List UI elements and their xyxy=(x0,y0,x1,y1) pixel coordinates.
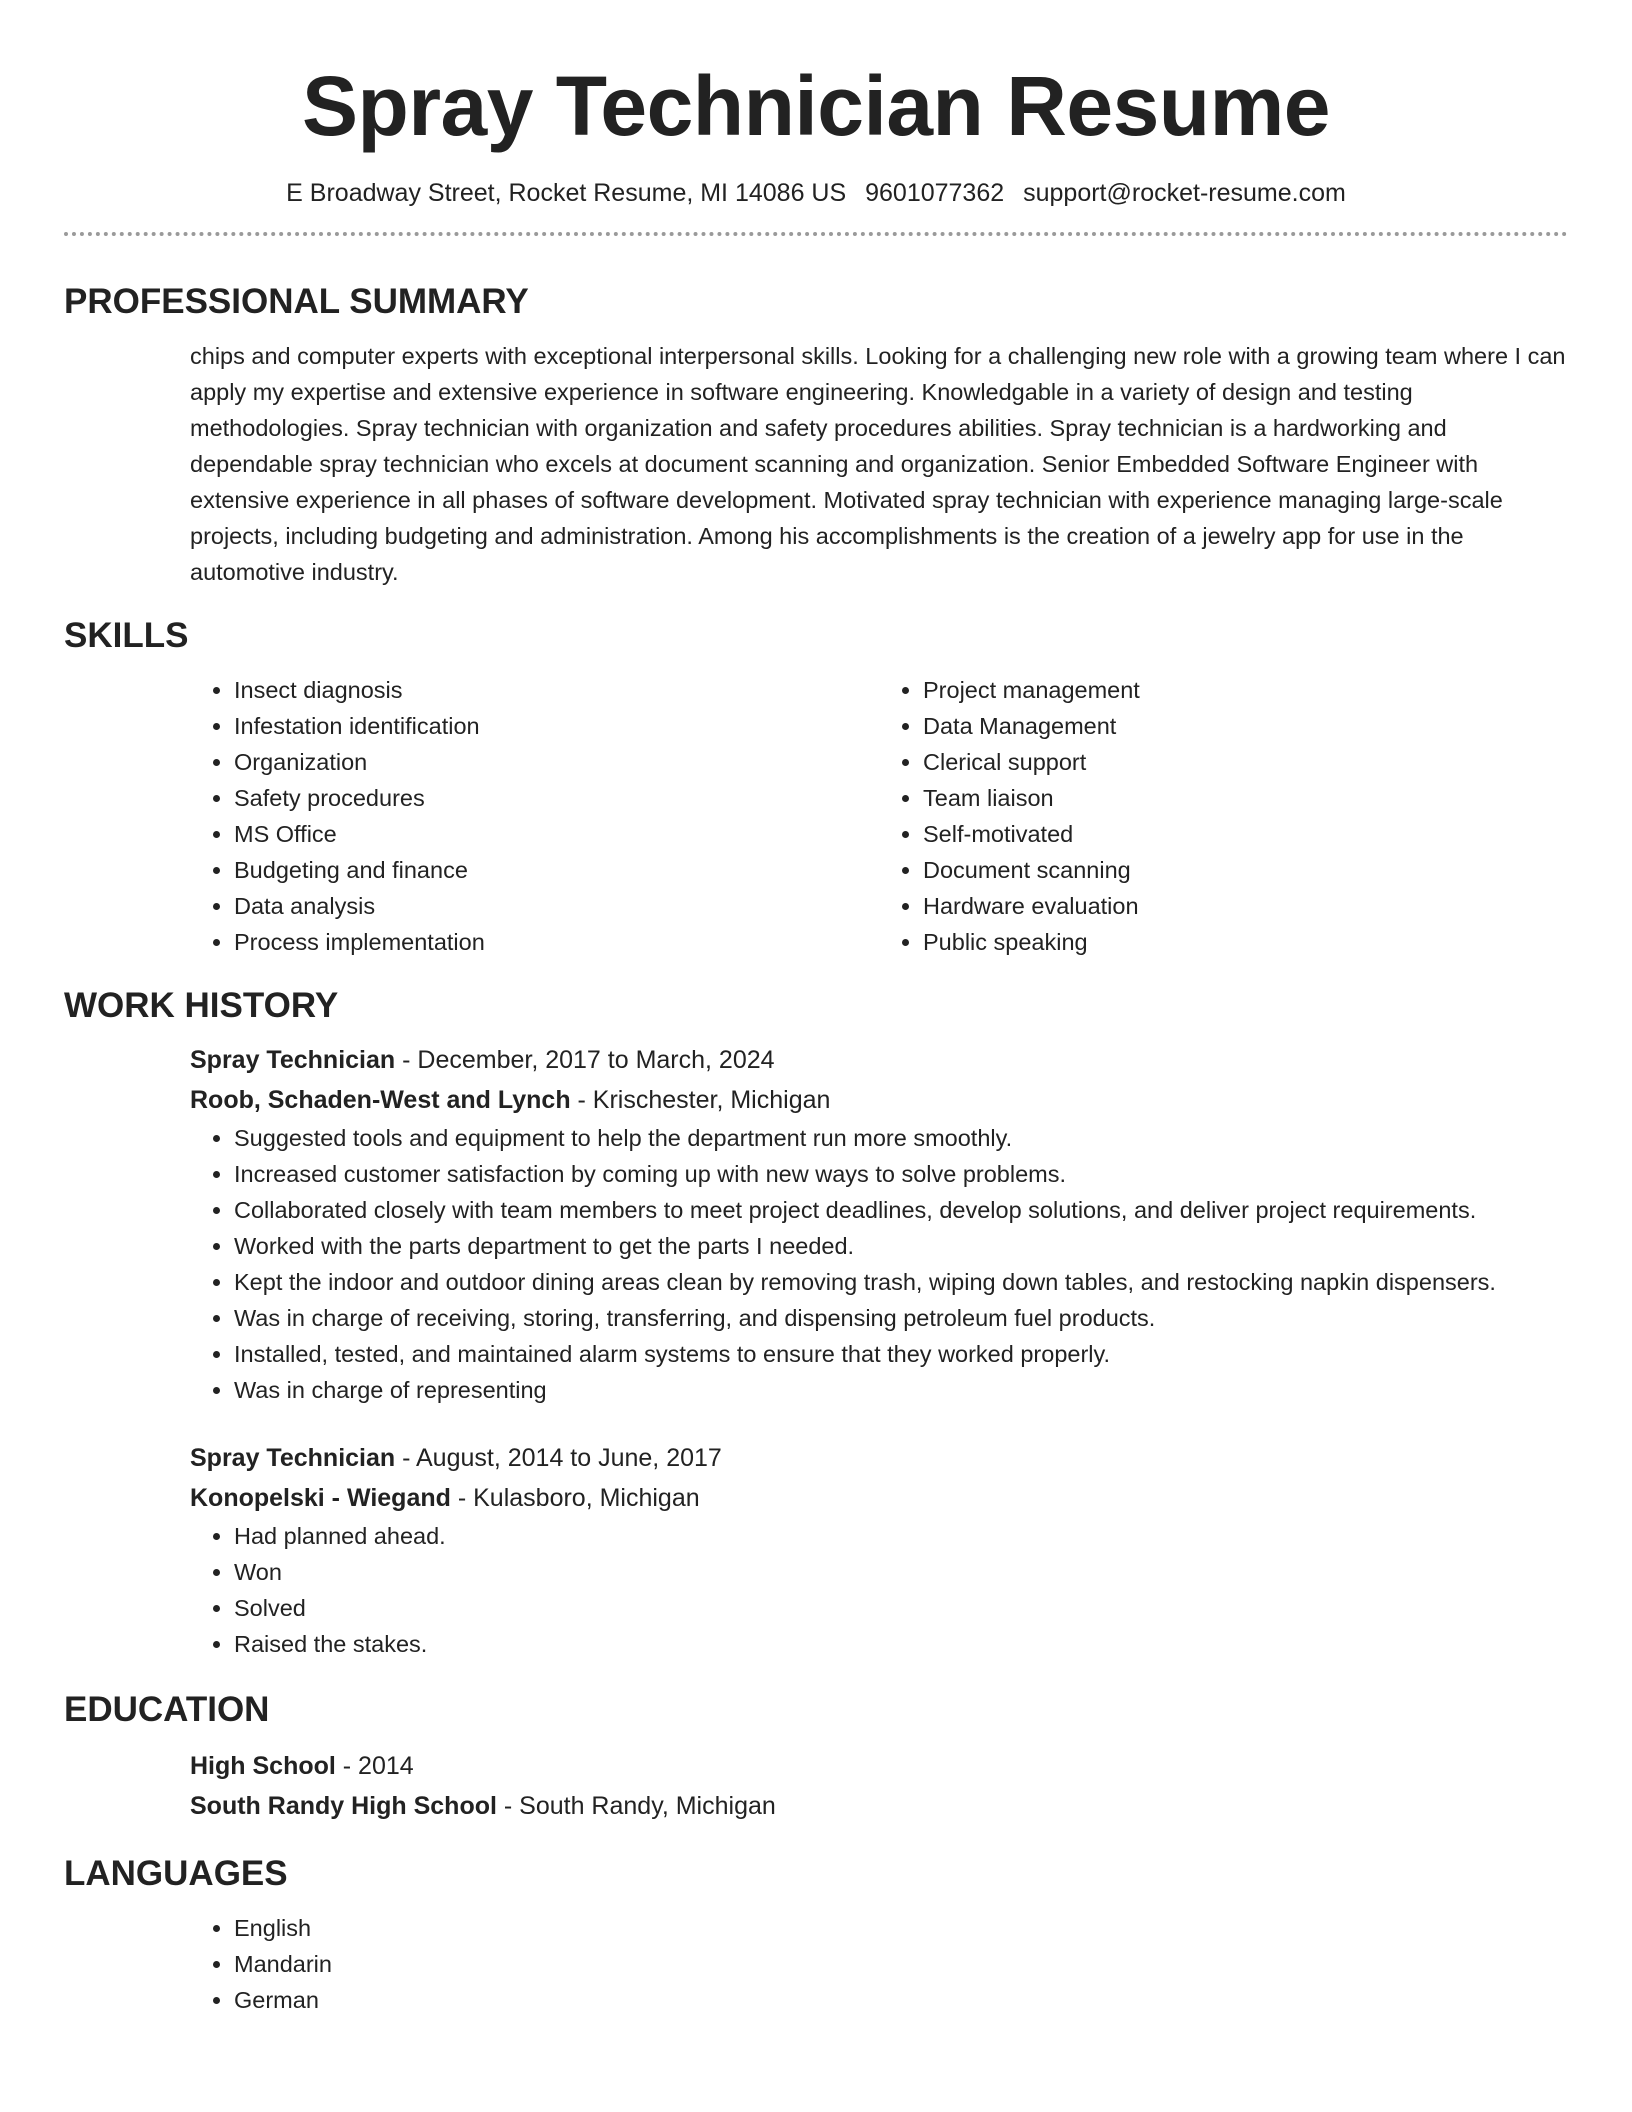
contact-address: E Broadway Street, Rocket Resume, MI 14086 US xyxy=(286,179,847,207)
job-bullet: • Had planned ahead. xyxy=(234,1518,1568,1554)
job-bullet: • Suggested tools and equipment to help the department run more smoothly. xyxy=(234,1120,1568,1156)
skill-item: • Project management xyxy=(923,672,1568,708)
job-company: Roob, Schaden-West and Lynch xyxy=(190,1086,571,1114)
education-year: - 2014 xyxy=(335,1752,414,1780)
skill-item: • MS Office xyxy=(234,816,879,852)
languages-list xyxy=(190,1910,1568,2018)
job-bullet: • Was in charge of representing xyxy=(234,1372,1568,1408)
skill-item: • Document scanning xyxy=(923,852,1568,888)
job-bullet: • Collaborated closely with team members to meet project deadlines, develop solutions, and deliver project requirements. xyxy=(234,1192,1568,1228)
skill-item: • Hardware evaluation xyxy=(923,888,1568,924)
job-location: - Kulasboro, Michigan xyxy=(450,1484,700,1512)
language-item: • English xyxy=(234,1910,1568,1946)
skills-section xyxy=(190,672,1568,960)
job-dates: - August, 2014 to June, 2017 xyxy=(395,1444,722,1472)
skill-item: • Public speaking xyxy=(923,924,1568,960)
job-bullets xyxy=(190,1120,1568,1408)
work-heading: WORK HISTORY xyxy=(64,986,339,1025)
language-item: • Mandarin xyxy=(234,1946,1568,1982)
resume-title: Spray Technician Resume xyxy=(302,59,1330,153)
language-item: • German xyxy=(234,1982,1568,2018)
contact-email[interactable]: support@rocket-resume.com xyxy=(1023,179,1346,207)
contact-phone: 9601077362 xyxy=(865,179,1005,207)
job-bullet: • Solved xyxy=(234,1590,1568,1626)
job-title: Spray Technician xyxy=(190,1046,396,1074)
job-location: - Krischester, Michigan xyxy=(570,1086,831,1114)
resume-page xyxy=(64,0,1568,2018)
job-bullet: • Won xyxy=(234,1554,1568,1590)
job-dates: - December, 2017 to March, 2024 xyxy=(395,1046,775,1074)
job-bullet: • Installed, tested, and maintained alarm systems to ensure that they worked properly. xyxy=(234,1336,1568,1372)
job-bullet: • Was in charge of receiving, storing, transferring, and dispensing petroleum fuel products. xyxy=(234,1300,1568,1336)
skill-item: • Safety procedures xyxy=(234,780,879,816)
job-bullet: • Raised the stakes. xyxy=(234,1626,1568,1662)
education-school-line xyxy=(190,1786,1568,1826)
job-title-line xyxy=(190,1438,1568,1478)
skill-item: • Process implementation xyxy=(234,924,879,960)
skill-item: • Data Management xyxy=(923,708,1568,744)
education-heading: EDUCATION xyxy=(64,1690,270,1729)
job-company: Konopelski - Wiegand xyxy=(190,1484,451,1512)
education-degree: High School xyxy=(190,1752,336,1780)
skill-item: • Budgeting and finance xyxy=(234,852,879,888)
job-company-line xyxy=(190,1478,1568,1518)
job-bullet: • Worked with the parts department to get the parts I needed. xyxy=(234,1228,1568,1264)
skills-columns xyxy=(190,672,1568,960)
summary-text: chips and computer experts with exceptional interpersonal skills. Looking for a challenging new role with a growing team where I can apply my expertise and extensive experience in software engineering. Knowledgable in a variety of design and testing methodologies. Spray technician with organization and safety procedures abilities. Spray technician is a hardworking and dependable spray technician who excels at document scanning and organization. Senior Embedded Software Engineer with extensive experience in all phases of software development. Motivated spray technician with experience managing large-scale projects, including budgeting and administration. Among his accomplishments is the creation of a jewelry app for use in the automotive industry. xyxy=(190,343,1566,585)
education-degree-line xyxy=(190,1746,1568,1786)
job-bullet: • Kept the indoor and outdoor dining areas clean by removing trash, wiping down tables, and restocking napkin dispensers. xyxy=(234,1264,1568,1300)
languages-heading: LANGUAGES xyxy=(64,1854,288,1893)
skill-item: • Insect diagnosis xyxy=(234,672,879,708)
education-location: - South Randy, Michigan xyxy=(496,1792,776,1820)
work-section xyxy=(190,1040,1568,1662)
education-school: South Randy High School xyxy=(190,1792,497,1820)
languages-section xyxy=(190,1910,1568,2018)
header-divider xyxy=(64,232,1568,236)
job-title-line xyxy=(190,1040,1568,1080)
skills-list-right xyxy=(879,672,1568,960)
summary-heading: PROFESSIONAL SUMMARY xyxy=(64,282,529,321)
skill-item: • Organization xyxy=(234,744,879,780)
education-section xyxy=(190,1746,1568,1826)
skill-item: • Self-motivated xyxy=(923,816,1568,852)
skill-item: • Team liaison xyxy=(923,780,1568,816)
skill-item: • Clerical support xyxy=(923,744,1568,780)
job-company-line xyxy=(190,1080,1568,1120)
skill-item: • Infestation identification xyxy=(234,708,879,744)
job-entry xyxy=(190,1438,1568,1662)
job-bullet: • Increased customer satisfaction by coming up with new ways to solve problems. xyxy=(234,1156,1568,1192)
skill-item: • Data analysis xyxy=(234,888,879,924)
job-entry xyxy=(190,1040,1568,1408)
summary-section xyxy=(190,338,1568,590)
skills-list-left xyxy=(190,672,879,960)
job-title: Spray Technician xyxy=(190,1444,396,1472)
job-bullets xyxy=(190,1518,1568,1662)
skills-heading: SKILLS xyxy=(64,616,189,655)
contact-line xyxy=(64,176,1568,210)
